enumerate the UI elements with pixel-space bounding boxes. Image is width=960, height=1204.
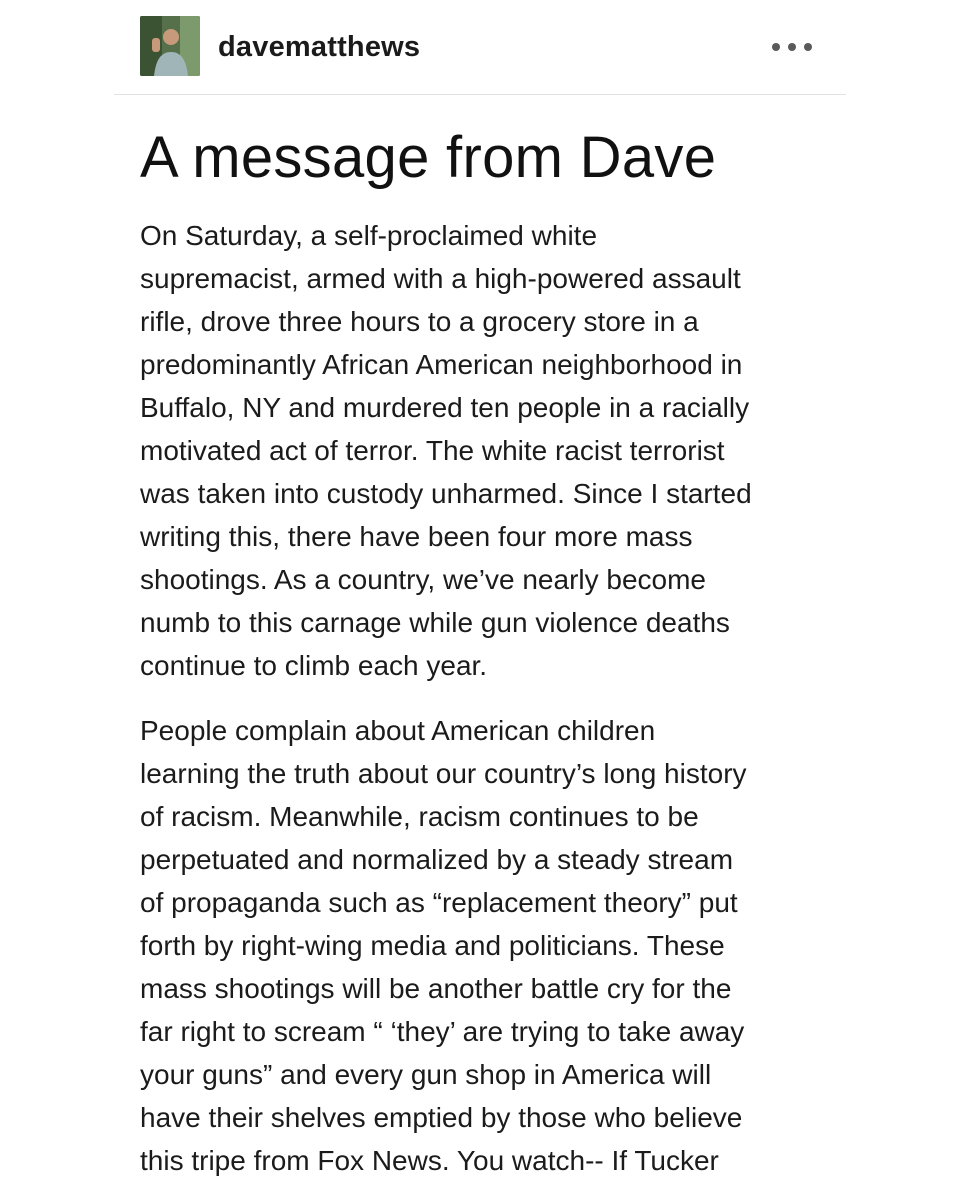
post-title: A message from Dave: [140, 125, 717, 190]
post-paragraph: On Saturday, a self-proclaimed white supremacist, armed with a high-powered assault rifle, drove three hours to a grocery store in a predominantly African American neighborhood in Buffalo, NY and murdered ten people in a racially motivated act of terror. The white racist terrorist was taken into custody unharmed. Since I started writing this, there have been four more mass shootings. As a country, we’ve nearly become numb to this carnage while gun violence deaths continue to climb each year.: [140, 220, 752, 681]
post-username[interactable]: davematthews: [218, 31, 421, 63]
post-paragraph: People complain about American children learning the truth about our country’s long history of racism. Meanwhile, racism continues to be perpetuated and normalized by a steady stream of propaganda such as “replacement theory” put forth by right-wing media and politicians. These mass shootings will be another battle cry for the far right to scream “ ‘they’ are trying to take away your guns” and every gun shop in America will have their shelves emptied by those who believe this tripe from Fox News. You watch-- If Tucker: [140, 715, 747, 1176]
post-header: [114, 0, 846, 95]
more-horizontal-icon: [788, 43, 796, 51]
more-horizontal-icon: [804, 43, 812, 51]
more-options-button[interactable]: [772, 33, 812, 61]
post-body: [140, 214, 830, 1204]
avatar[interactable]: [140, 16, 200, 76]
more-horizontal-icon: [772, 43, 780, 51]
user-avatar-photo-icon: [140, 16, 200, 76]
